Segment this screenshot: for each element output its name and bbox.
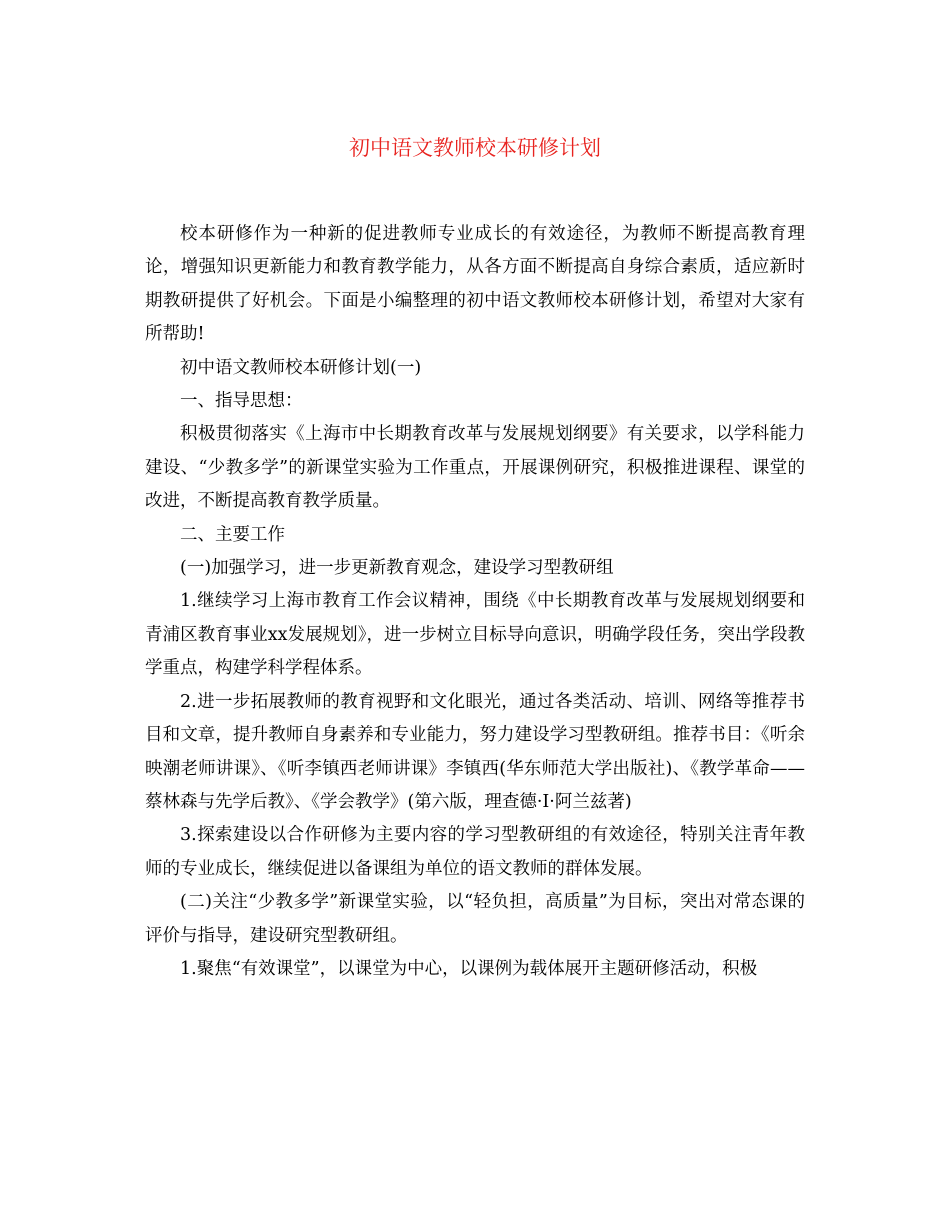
paragraph-plan-heading: 初中语文教师校本研修计划(一) <box>180 357 422 378</box>
paragraph-subsection-2-heading: (二)关注“少教多学”新课堂实验，以“轻负担，高质量”为目标，突出对常态课的评价与指导，建设研究型教研组。 <box>145 892 805 946</box>
document-body <box>145 218 805 986</box>
paragraph-subsection-1-heading: (一)加强学习，进一步更新教育观念，建设学习型教研组 <box>180 558 614 579</box>
paragraph-intro: 校本研修作为一种新的促进教师专业成长的有效途径，为教师不断提高教育理论，增强知识更新能力和教育教学能力，从各方面不断提高自身综合素质，适应新时期教研提供了好机会。下面是小编整理的初中语文教师校本研修计划，希望对大家有所帮助! <box>145 224 805 345</box>
paragraph-guiding-ideology: 积极贯彻落实《上海市中长期教育改革与发展规划纲要》有关要求，以学科能力建设、“少教多学”的新课堂实验为工作重点，开展课例研究，积极推进课程、课堂的改进，不断提高教育教学质量。 <box>145 424 805 512</box>
paragraph-section-1-heading: 一、指导思想： <box>180 391 303 412</box>
paragraph-section-2-heading: 二、主要工作 <box>180 524 285 545</box>
paragraph-item-1: 1.继续学习上海市教育工作会议精神，围绕《中长期教育改革与发展规划纲要和青浦区教育事业xx发展规划》，进一步树立目标导向意识，明确学段任务，突出学段教学重点，构建学科学程体系。 <box>145 591 805 679</box>
paragraph-item-3: 3.探索建设以合作研修为主要内容的学习型教研组的有效途径，特别关注青年教师的专业成长，继续促进以备课组为单位的语文教师的群体发展。 <box>145 825 805 879</box>
document-title: 初中语文教师校本研修计划 <box>349 136 601 160</box>
paragraph-item-2: 2.进一步拓展教师的教育视野和文化眼光，通过各类活动、培训、网络等推荐书目和文章，提升教师自身素养和专业能力，努力建设学习型教研组。推荐书目：《听余映潮老师讲课》、《听李镇西老师讲课》李镇西(华东师范大学出版社)、《教学革命——蔡林森与先学后教》、《学会教学》(第六版，理查德·I·阿兰兹著) <box>145 691 805 812</box>
paragraph-item-1-effective-classroom: 1.聚焦“有效课堂”，以课堂为中心，以课例为载体展开主题研修活动，积极 <box>180 958 758 979</box>
